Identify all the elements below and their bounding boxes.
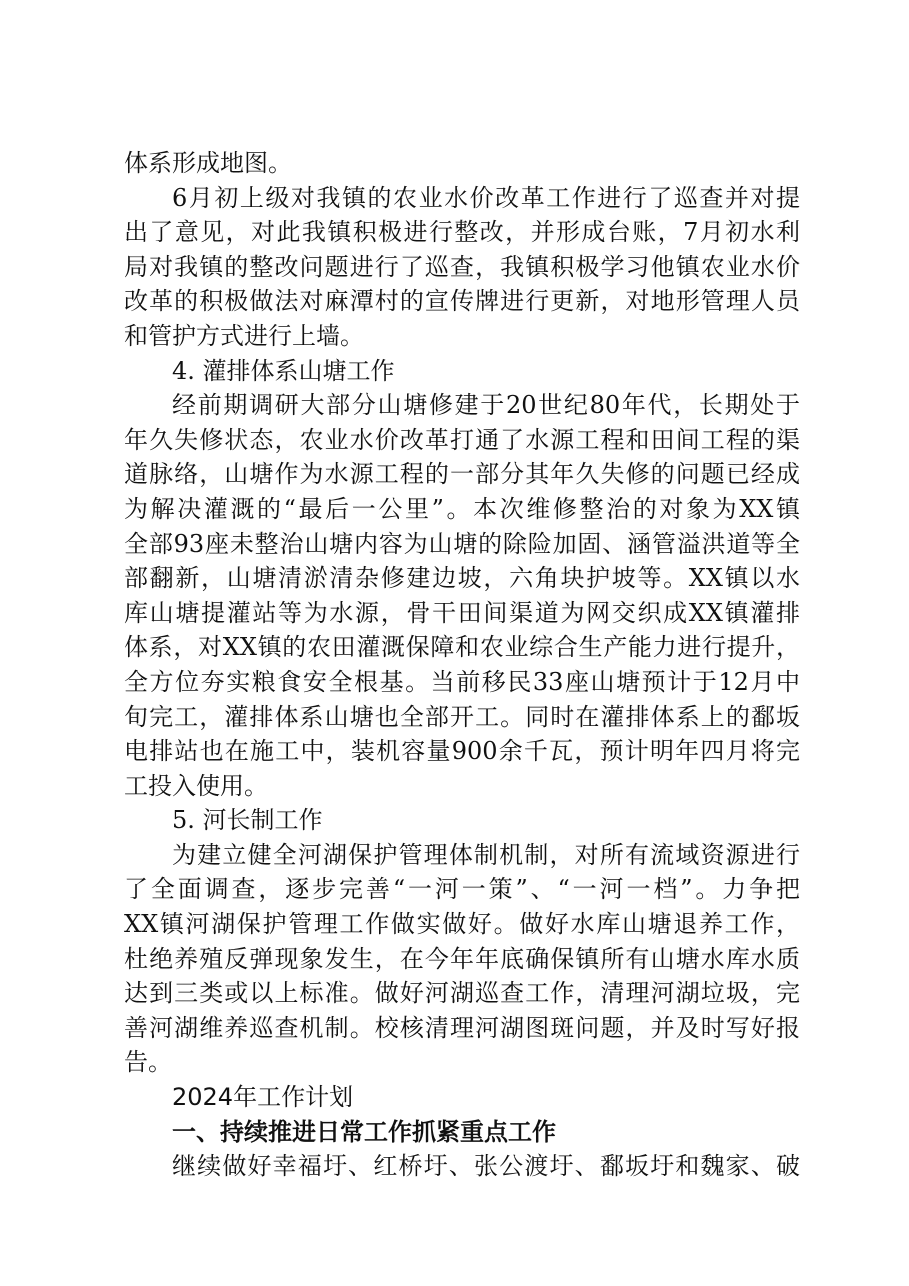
text-line: 杜绝养殖反弹现象发生，在今年年底确保镇所有山塘水库水质 (124, 944, 800, 973)
text-line: 出了意见，对此我镇积极进行整改，并形成台账，7月初水利 (124, 218, 800, 247)
text-line: 工投入使用。 (124, 771, 268, 800)
text-line: 和管护方式进行上墙。 (124, 321, 364, 350)
text-line: 告。 (124, 1048, 172, 1077)
text-line: 年久失修状态，农业水价改革打通了水源工程和田间工程的渠 (124, 425, 800, 454)
text-line: 善河湖维养巡查机制。校核清理河湖图斑问题，并及时写好报 (124, 1013, 800, 1042)
text-line: 全方位夯实粮食安全根基。当前移民33座山塘预计于12月中 (124, 667, 800, 696)
text-line: 6月初上级对我镇的农业水价改革工作进行了巡查并对提 (172, 183, 800, 212)
text-line: 局对我镇的整改问题进行了巡查，我镇积极学习他镇农业水价 (124, 252, 800, 281)
text-line: 改革的积极做法对麻潭村的宣传牌进行更新，对地形管理人员 (124, 287, 800, 316)
text-line: 继续做好幸福圩、红桥圩、张公渡圩、鄱坂圩和魏家、破 (172, 1152, 800, 1181)
text-line: 4. 灌排体系山塘工作 (172, 356, 395, 385)
text-line: 5. 河长制工作 (172, 806, 323, 835)
text-line: 体系形成地图。 (124, 149, 292, 177)
text-line: 体系，对XX镇的农田灌溉保障和农业综合生产能力进行提升， (124, 633, 800, 662)
section-heading: 一、持续推进日常工作抓紧重点工作 (172, 1117, 556, 1146)
text-line: 全部93座未整治山塘内容为山塘的除险加固、涵管溢洪道等全 (124, 529, 800, 558)
text-line: 道脉络，山塘作为水源工程的一部分其年久失修的问题已经成 (124, 460, 800, 489)
text-line: 经前期调研大部分山塘修建于20世纪80年代，长期处于 (172, 391, 800, 420)
text-line: 为解决灌溉的“最后一公里”。本次维修整治的对象为XX镇 (124, 494, 800, 523)
text-line: 电排站也在施工中，装机容量900余千瓦，预计明年四月将完 (124, 737, 800, 766)
text-line: 库山塘提灌站等为水源，骨干田间渠道为网交织成XX镇灌排 (124, 598, 800, 627)
text-line: 达到三类或以上标准。做好河湖巡查工作，清理河湖垃圾，完 (124, 979, 800, 1008)
text-line: 为建立健全河湖保护管理体制机制，对所有流域资源进行 (172, 840, 800, 869)
text-line: 了全面调查，逐步完善“一河一策”、“一河一档”。力争把 (124, 875, 800, 904)
text-line: 旬完工，灌排体系山塘也全部开工。同时在灌排体系上的鄱坂 (124, 702, 800, 731)
text-line: XX镇河湖保护管理工作做实做好。做好水库山塘退养工作， (124, 910, 800, 939)
text-line: 部翻新，山塘清淤清杂修建边坡，六角块护坡等。XX镇以水 (124, 564, 800, 593)
document-body (124, 146, 800, 1184)
section-heading: 2024年工作计划 (172, 1083, 354, 1112)
